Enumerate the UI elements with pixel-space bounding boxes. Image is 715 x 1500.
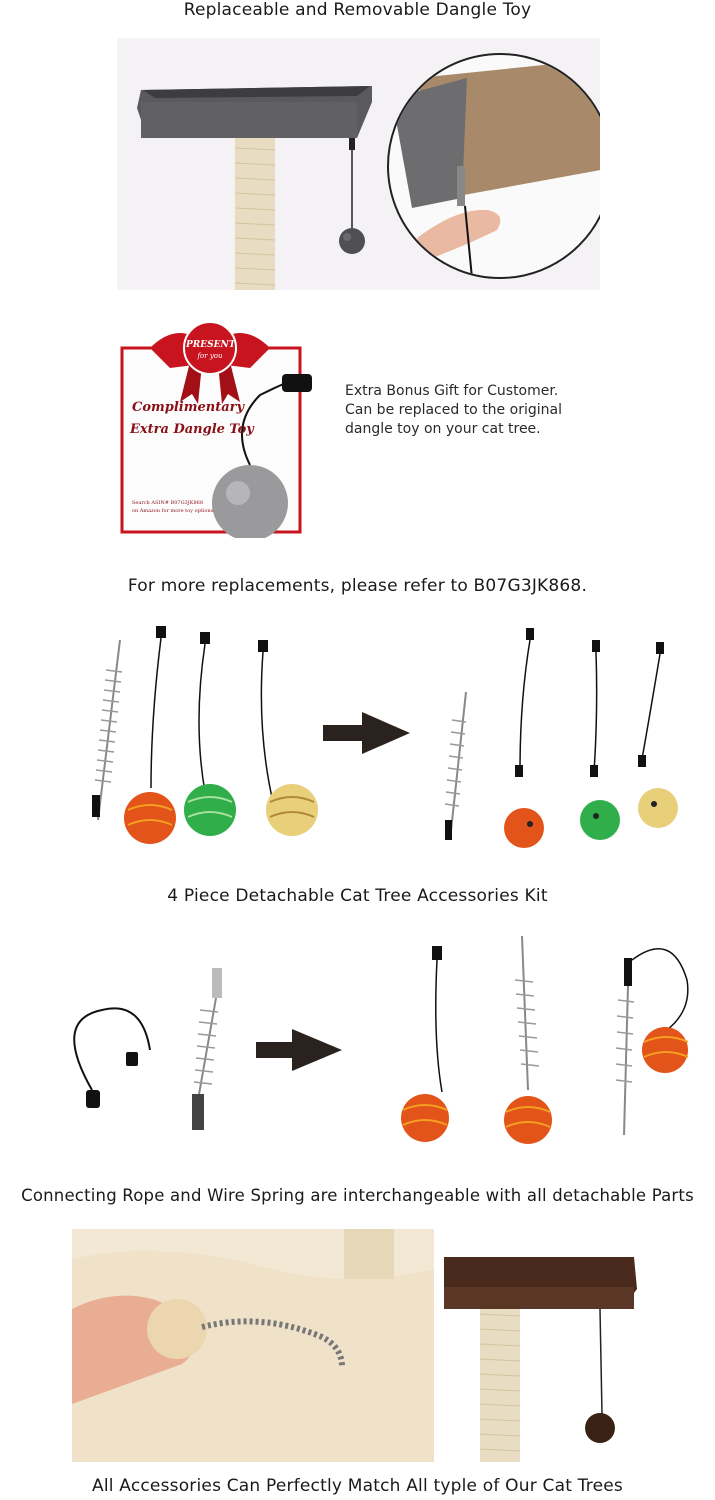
photo-dangle-toy-removal: [117, 38, 600, 290]
bonus-line-3: dangle toy on your cat tree.: [345, 421, 541, 437]
gift-card-title-line2: Extra Dangle Toy: [130, 422, 254, 437]
badge-for-you-text: for you: [197, 352, 223, 360]
gift-card-search-line2: on Amazon for more toy options.: [132, 508, 215, 514]
caption-interchangeable: Connecting Rope and Wire Spring are interchangeable with all detachable Parts: [21, 1186, 694, 1205]
photo-ball-accessories: [80, 620, 700, 850]
caption-all-match: All Accessories Can Perfectly Match All typle of Our Cat Trees: [92, 1476, 623, 1496]
bonus-line-2: Can be replaced to the original: [345, 402, 562, 418]
badge-present-text: PRESENT: [186, 340, 236, 350]
caption-more-replacements: For more replacements, please refer to B07G3JK868.: [127, 576, 588, 596]
bonus-line-1: Extra Bonus Gift for Customer.: [345, 383, 559, 399]
photo-brown-cat-tree-dangle: [442, 1229, 642, 1462]
bonus-gift-text: [345, 382, 562, 439]
gift-card-image: [120, 318, 320, 538]
caption-kit: 4 Piece Detachable Cat Tree Accessories Kit: [167, 886, 548, 906]
gift-card-search-line1: Search ASIN# B07G3JK868: [132, 500, 204, 506]
photo-spring-toy-on-plush: [72, 1229, 434, 1462]
caption-replaceable: Replaceable and Removable Dangle Toy: [183, 0, 532, 20]
gift-card-title-line1: Complimentary: [132, 400, 245, 415]
photo-rope-spring-parts: [60, 930, 700, 1150]
